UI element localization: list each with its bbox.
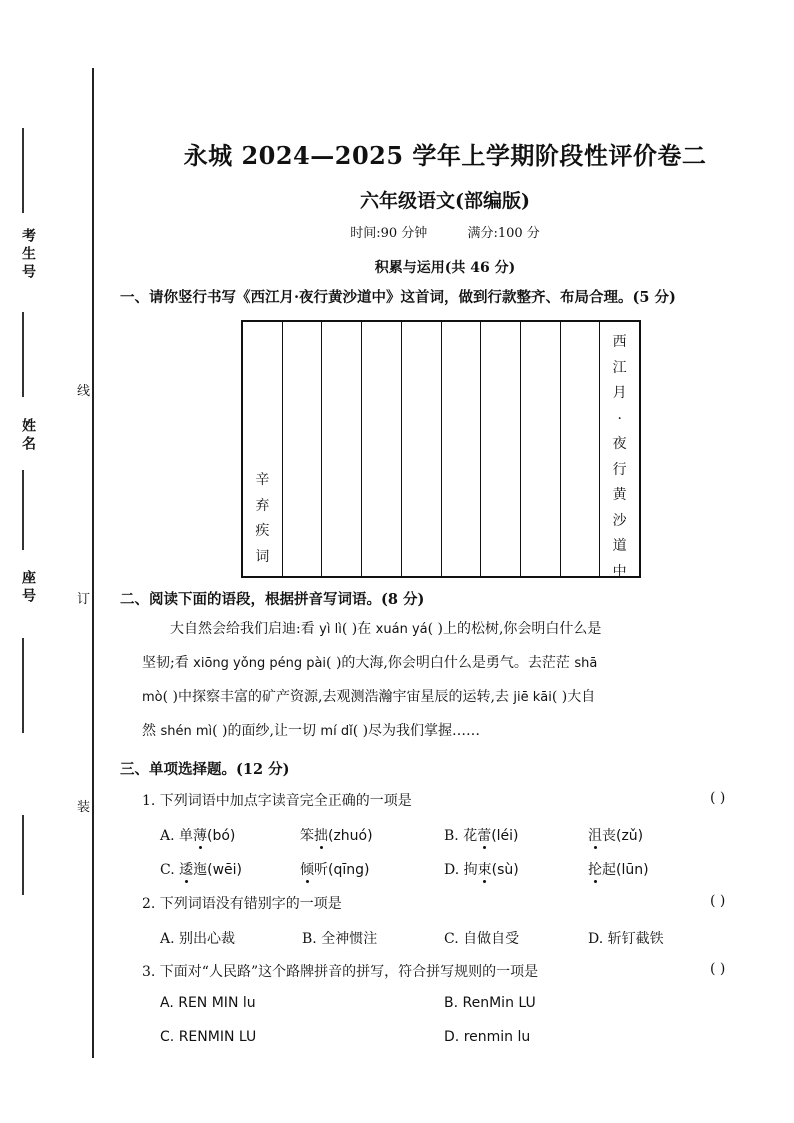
q3-1-option-b2[interactable] bbox=[588, 825, 643, 845]
dotted-char: 沮 bbox=[588, 828, 602, 844]
seat-label: 座号 bbox=[20, 570, 36, 606]
option-reading: 迤(wēi) bbox=[193, 862, 243, 878]
grid-col[interactable] bbox=[481, 322, 521, 576]
author-char: 辛 bbox=[255, 472, 270, 488]
dotted-char: 倾 bbox=[300, 862, 314, 878]
option-label: D. bbox=[444, 862, 464, 878]
student-id-label: 考生号 bbox=[20, 228, 36, 282]
passage-line bbox=[142, 680, 762, 714]
option-label: A. bbox=[160, 995, 179, 1011]
option-text: 自做自受 bbox=[463, 931, 520, 947]
option-label: B. bbox=[302, 931, 322, 947]
passage-text: ( )尽为我们掌握…… bbox=[352, 723, 481, 739]
passage-line bbox=[142, 612, 762, 646]
writing-grid bbox=[241, 320, 641, 578]
poem-title-char: 江 bbox=[612, 359, 627, 376]
pinyin-prompt: shā bbox=[574, 656, 598, 671]
binding-line bbox=[92, 68, 94, 1058]
author-char: 弃 bbox=[255, 497, 270, 514]
dotted-char: 抡 bbox=[588, 862, 602, 878]
q3-3-stem: 3. 下面对“人民路”这个路牌拼音的拼写，符合拼写规则的一项是 bbox=[142, 964, 539, 980]
poem-title-char: 中 bbox=[612, 563, 627, 580]
q3-1-option-b1[interactable] bbox=[444, 825, 519, 845]
q3-2-option-b[interactable] bbox=[302, 928, 377, 948]
passage-text: ( )大自 bbox=[551, 689, 596, 705]
passage-line bbox=[142, 714, 762, 748]
option-text: renmin lu bbox=[463, 1029, 531, 1045]
grid-col-title[interactable] bbox=[600, 322, 639, 580]
binding-zhuang-char: 装 bbox=[77, 800, 91, 815]
poem-title-char: 行 bbox=[612, 461, 627, 478]
q2-heading: 二、阅读下面的语段，根据拼音写词语。(8 分) bbox=[120, 591, 425, 608]
author-char: 词 bbox=[255, 548, 270, 565]
passage-text: ( )的面纱,让一切 bbox=[212, 723, 321, 739]
poem-title-char: 西 bbox=[612, 334, 627, 350]
grid-col[interactable] bbox=[442, 322, 482, 576]
seat-blank[interactable] bbox=[22, 470, 24, 550]
class-blank[interactable] bbox=[22, 638, 24, 733]
grid-col[interactable] bbox=[322, 322, 362, 576]
q3-2-answer-paren[interactable]: ( ) bbox=[710, 893, 726, 909]
grid-col[interactable] bbox=[402, 322, 442, 576]
pinyin-prompt: mí dǐ bbox=[320, 724, 353, 739]
pinyin-prompt: jiē kāi bbox=[513, 690, 552, 705]
passage-text: ( )在 bbox=[341, 621, 376, 637]
passage-text: 然 bbox=[142, 723, 161, 739]
student-id-blank[interactable] bbox=[22, 128, 24, 213]
grid-col[interactable] bbox=[362, 322, 402, 576]
q3-1-option-c1[interactable] bbox=[160, 859, 242, 879]
q3-2-option-a[interactable] bbox=[160, 928, 235, 948]
poem-title-char: 夜 bbox=[612, 436, 627, 452]
option-text: 斩钉截铁 bbox=[607, 931, 664, 947]
option-reading: 起(lūn) bbox=[602, 862, 649, 878]
section-heading: 积累与运用(共 46 分) bbox=[374, 260, 516, 276]
pinyin-prompt: yì lì bbox=[319, 622, 342, 637]
passage-text: ( )上的松树,你会明白什么是 bbox=[427, 621, 602, 637]
poem-title-char: 月 bbox=[612, 385, 627, 401]
grid-col[interactable] bbox=[283, 322, 323, 576]
q1-heading: 一、请你竖行书写《西江月·夜行黄沙道中》这首词，做到行款整齐、布局合理。(5 分) bbox=[120, 289, 676, 306]
author-text bbox=[243, 468, 282, 570]
option-label: C. bbox=[444, 931, 464, 947]
q3-3-answer-paren[interactable]: ( ) bbox=[710, 961, 726, 977]
option-label: B. bbox=[444, 995, 463, 1011]
exam-time: 时间:90 分钟 bbox=[350, 226, 428, 241]
passage-text: ( )中探察丰富的矿产资源,去观测浩瀚宇宙星辰的运转,去 bbox=[162, 689, 514, 705]
option-text: 花 bbox=[463, 828, 478, 844]
pinyin-prompt: xiōng yǒng péng pài bbox=[193, 656, 327, 671]
q3-3-option-a[interactable] bbox=[160, 995, 256, 1011]
q3-3-option-d[interactable] bbox=[444, 1029, 530, 1045]
option-text: 全神惯注 bbox=[321, 931, 378, 947]
name-label: 姓名 bbox=[20, 418, 36, 454]
q3-1-stem: 1. 下列词语中加点字读音完全正确的一项是 bbox=[142, 793, 412, 809]
dotted-char: 薄 bbox=[193, 828, 208, 844]
q3-3-option-b[interactable] bbox=[444, 995, 536, 1011]
pinyin-passage bbox=[142, 612, 762, 748]
passage-text: ( )的大海,你会明白什么是勇气。去茫茫 bbox=[326, 655, 575, 671]
q3-1-answer-paren[interactable]: ( ) bbox=[710, 790, 726, 806]
option-reading: 丧(zǔ) bbox=[602, 828, 644, 844]
option-label: C. bbox=[160, 862, 180, 878]
option-text: 别出心裁 bbox=[179, 931, 236, 947]
pinyin-prompt: shén mì bbox=[160, 724, 213, 739]
grid-col-author[interactable] bbox=[243, 322, 283, 576]
q3-1-option-a1[interactable] bbox=[160, 825, 235, 845]
option-reading: (bó) bbox=[207, 828, 236, 844]
school-blank[interactable] bbox=[22, 815, 24, 895]
pinyin-prompt: mò bbox=[142, 690, 163, 705]
name-blank[interactable] bbox=[22, 312, 24, 397]
option-label: C. bbox=[160, 1029, 179, 1045]
poem-title-char: · bbox=[617, 410, 622, 427]
poem-title-char: 沙 bbox=[612, 512, 627, 529]
poem-title-text bbox=[600, 330, 639, 585]
author-char: 疾 bbox=[255, 523, 270, 539]
q3-heading: 三、单项选择题。(12 分) bbox=[120, 761, 290, 778]
poem-title-char: 黄 bbox=[612, 487, 627, 503]
dotted-char: 蕾 bbox=[477, 828, 492, 844]
q3-3-option-c[interactable] bbox=[160, 1029, 256, 1045]
q3-2-stem: 2. 下列词语没有错别字的一项是 bbox=[142, 896, 342, 912]
passage-text: 坚韧;看 bbox=[142, 655, 194, 671]
dotted-char: 束 bbox=[477, 862, 492, 878]
option-label: A. bbox=[160, 931, 180, 947]
option-text: 笨 bbox=[300, 828, 314, 844]
option-text: REN MIN lu bbox=[178, 995, 256, 1011]
q3-1-option-d2[interactable] bbox=[588, 859, 649, 879]
q3-2-option-c[interactable] bbox=[444, 928, 519, 948]
exam-meta bbox=[120, 222, 770, 241]
option-label: D. bbox=[588, 931, 608, 947]
option-text: 单 bbox=[179, 828, 194, 844]
option-reading: (zhuó) bbox=[328, 828, 373, 844]
dotted-char: 拙 bbox=[314, 828, 328, 844]
q3-2-option-d[interactable] bbox=[588, 928, 664, 948]
passage-text: 大自然会给我们启迪:看 bbox=[170, 621, 320, 637]
option-text: RenMin LU bbox=[462, 995, 536, 1011]
option-text: RENMIN LU bbox=[178, 1029, 257, 1045]
option-label: A. bbox=[160, 828, 180, 844]
q3-1-option-a2[interactable] bbox=[300, 825, 373, 845]
option-text: 拘 bbox=[463, 862, 478, 878]
option-label: B. bbox=[444, 828, 464, 844]
option-reading: (léi) bbox=[491, 828, 519, 844]
grid-col[interactable] bbox=[561, 322, 601, 576]
poem-title-char: 道 bbox=[612, 538, 627, 554]
exam-score: 满分:100 分 bbox=[467, 226, 540, 241]
option-label: D. bbox=[444, 1029, 464, 1045]
binding-ding-char: 订 bbox=[77, 592, 91, 607]
grid-col[interactable] bbox=[521, 322, 561, 576]
binding-line-char: 线 bbox=[77, 384, 91, 399]
q3-1-option-c2[interactable] bbox=[300, 859, 369, 879]
q3-1-option-d1[interactable] bbox=[444, 859, 519, 879]
option-reading: 听(qīng) bbox=[314, 862, 370, 878]
option-reading: (sù) bbox=[491, 862, 519, 878]
dotted-char: 逶 bbox=[179, 862, 194, 878]
exam-title: 永城 2024—2025 学年上学期阶段性评价卷二 bbox=[183, 141, 707, 170]
exam-subtitle: 六年级语文(部编版) bbox=[360, 190, 530, 212]
passage-line bbox=[142, 646, 762, 680]
pinyin-prompt: xuán yá bbox=[375, 622, 428, 637]
